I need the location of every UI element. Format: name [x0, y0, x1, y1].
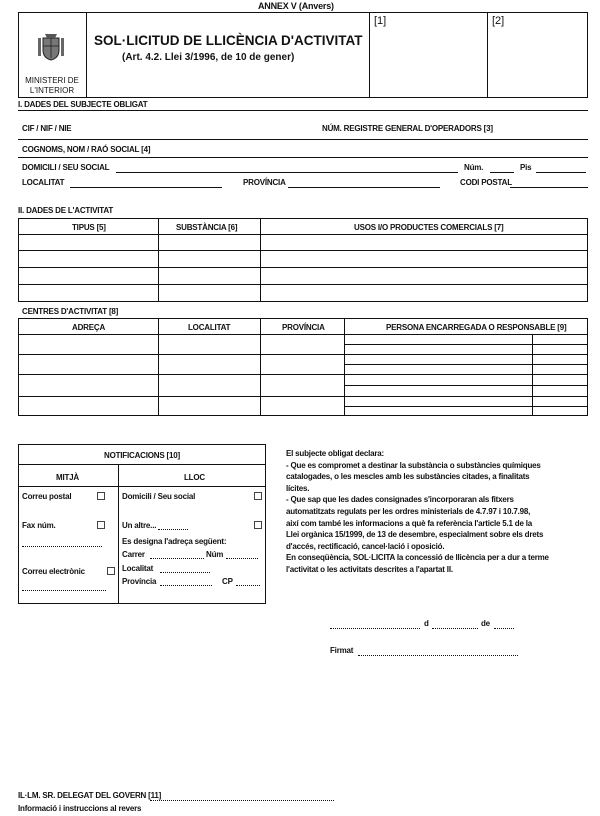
cp-field[interactable] — [236, 585, 260, 586]
col-address: ADREÇA — [72, 323, 106, 332]
section-1-title: I. DADES DEL SUBJECTE OBLIGAT — [18, 100, 148, 109]
floor-field[interactable] — [536, 172, 586, 173]
num-label: Núm. — [464, 163, 484, 172]
form-title: SOL·LICITUD DE LLICÈNCIA D'ACTIVITAT — [94, 33, 363, 48]
notif-locality-label: Localitat — [122, 564, 154, 573]
name-field[interactable] — [18, 157, 588, 158]
declaration-p1-line: catalogades, o les mescles amb les substàncies citades, a finalitats — [286, 472, 530, 482]
declaration-p2-line: Llei orgànica 15/1999, de 13 de desembre, especialment sobre els drets — [286, 530, 544, 540]
postal-field[interactable] — [510, 187, 588, 188]
centre-row[interactable] — [18, 396, 588, 397]
form-subtitle: (Art. 4.2. Llei 3/1996, de 10 de gener) — [122, 52, 295, 63]
street-field[interactable] — [150, 558, 204, 559]
registry-box-1[interactable] — [370, 12, 488, 98]
col-province: PROVÍNCIA — [282, 323, 325, 332]
delegate-field[interactable] — [150, 800, 334, 801]
delegate-label: IL·LM. SR. DELEGAT DEL GOVERN [11] — [18, 791, 162, 800]
declaration-p2-line: d'accés, rectificació, cancel·lació i oposició. — [286, 541, 445, 551]
date-month-field[interactable] — [432, 628, 478, 629]
section-2-title: II. DADES DE L'ACTIVITAT — [18, 206, 114, 215]
centre-row[interactable] — [18, 374, 588, 375]
coat-of-arms-icon — [35, 30, 67, 62]
email-checkbox[interactable] — [107, 567, 115, 575]
declaration-p3-line: En conseqüència, SOL·LICITA la concessió de llicència per a dur a terme — [286, 553, 549, 563]
email-address-field[interactable] — [22, 590, 106, 591]
declaration-p2-line: - Que sap que les dades consignades s'incorporaran als fitxers — [286, 495, 514, 505]
other-checkbox[interactable] — [254, 521, 262, 529]
domicile-checkbox[interactable] — [254, 492, 262, 500]
centre-row[interactable] — [18, 354, 588, 355]
notif-locality-field[interactable] — [160, 572, 210, 573]
signature-field[interactable] — [358, 655, 518, 656]
activity-row[interactable] — [18, 267, 588, 268]
date-year-field[interactable] — [494, 628, 514, 629]
ministry-line-2: L'INTERIOR — [29, 86, 75, 95]
date-place-field[interactable] — [330, 628, 420, 629]
declaration-heading: El subjecte obligat declara: — [286, 449, 384, 458]
date-of-2: de — [481, 619, 490, 628]
box-2-label: [2] — [492, 15, 505, 27]
col-person: PERSONA ENCARREGADA O RESPONSABLE [9] — [386, 323, 567, 332]
ministry-line-1: MINISTERI DE — [25, 76, 79, 85]
province-field[interactable] — [288, 187, 440, 188]
province-label: PROVÍNCIA — [243, 178, 286, 187]
activity-row[interactable] — [18, 250, 588, 251]
locality-label: LOCALITAT — [22, 178, 65, 187]
declaration-p2-line: automatitzats regulats per les ordres ministerials de 4.7.97 i 10.7.98, — [286, 506, 531, 516]
fax-number-field[interactable] — [22, 546, 102, 547]
notif-province-label: Província — [122, 577, 157, 586]
col-type: TIPUS [5] — [72, 223, 106, 232]
other-label: Un altre... — [122, 521, 157, 530]
address-field[interactable] — [116, 172, 458, 173]
postal-mail-checkbox[interactable] — [97, 492, 105, 500]
col-substance: SUBSTÀNCIA [6] — [176, 223, 238, 232]
other-field[interactable] — [158, 529, 188, 530]
designate-label: Es designa l'adreça següent: — [122, 537, 227, 546]
street-num-label: Núm — [206, 550, 224, 559]
col-uses: USOS I/O PRODUCTES COMERCIALS [7] — [354, 223, 504, 232]
annex-title: ANNEX V (Anvers) — [258, 1, 334, 11]
fax-checkbox[interactable] — [97, 521, 105, 529]
cif-label: CIF / NIF / NIE — [22, 124, 72, 133]
postal-mail-label: Correu postal — [22, 492, 72, 501]
centres-table — [18, 318, 588, 416]
declaration-p3-line: l'activitat o les activitats descrites a l'apartat II. — [286, 564, 453, 574]
declaration-p1-line: - Que es compromet a destinar la substància o substàncies químiques — [286, 460, 541, 470]
signed-label: Firmat — [330, 646, 354, 655]
notifications-title: NOTIFICACIONS [10] — [104, 451, 180, 460]
declaration-p1-line: lícites. — [286, 483, 310, 493]
postal-label: CODI POSTAL — [460, 178, 512, 187]
notif-province-field[interactable] — [160, 585, 212, 586]
street-num-field[interactable] — [226, 558, 258, 559]
col-locality: LOCALITAT — [188, 323, 231, 332]
num-field[interactable] — [490, 172, 514, 173]
declaration-p2-line: així com també les informacions a què fa referència l'article 5.1 de la — [286, 518, 533, 528]
ministry-name — [20, 76, 84, 96]
box-1-label: [1] — [374, 15, 387, 27]
declaration — [286, 448, 588, 576]
fax-label: Fax núm. — [22, 521, 56, 530]
address-label: DOMICILI / SEU SOCIAL — [22, 163, 110, 172]
date-of-1: d — [424, 619, 429, 628]
name-label: COGNOMS, NOM / RAÓ SOCIAL [4] — [22, 145, 151, 154]
instructions-note: Informació i instruccions al revers — [18, 804, 142, 813]
registry-label: NÚM. REGISTRE GENERAL D'OPERADORS [3] — [322, 124, 493, 133]
email-label: Correu electrònic — [22, 567, 85, 576]
locality-field[interactable] — [70, 187, 222, 188]
domicile-label: Domicili / Seu social — [122, 492, 196, 501]
col-means: MITJÀ — [56, 473, 80, 482]
col-place: LLOC — [184, 473, 205, 482]
street-label: Carrer — [122, 550, 145, 559]
centres-title: CENTRES D'ACTIVITAT [8] — [22, 307, 119, 316]
floor-label: Pis — [520, 163, 532, 172]
cif-field[interactable] — [18, 139, 588, 140]
activity-row[interactable] — [18, 284, 588, 285]
cp-label: CP — [222, 577, 233, 586]
